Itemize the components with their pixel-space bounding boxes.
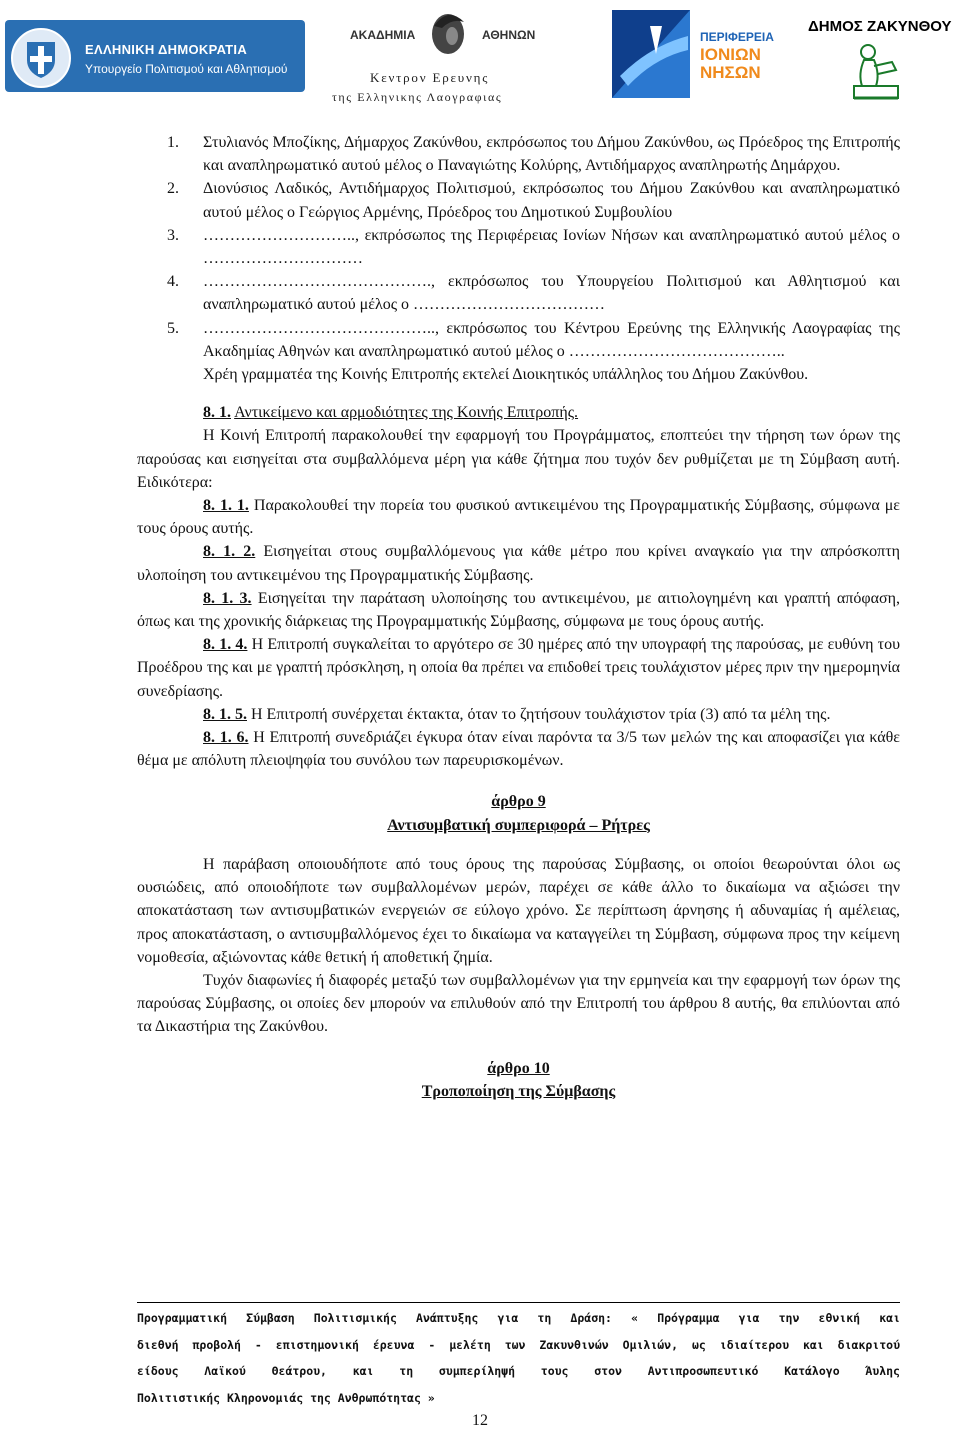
clause-paragraph xyxy=(137,540,900,586)
clause-text: Εισηγείται στους συμβαλλόμενους για κάθε μέτρο που κρίνει αναγκαίο για την απρόσκοπτη υλοποίηση του αντικειμένου της Προγραμματικής Σύμβασης. xyxy=(137,543,900,584)
footer-line: διεθνή προβολή - επιστημονική έρευνα - μελέτη των Ζακυνθινών Ομιλιών, ως ιδιαίτερου και διακριτού xyxy=(137,1337,900,1352)
section-8-1-heading xyxy=(137,401,900,424)
page-number: 12 xyxy=(472,1412,488,1429)
ministry-logo xyxy=(5,20,305,92)
article-10-label: άρθρο 10 xyxy=(487,1059,550,1077)
region-label: ΠΕΡΙΦΕΡΕΙΑ xyxy=(700,30,774,44)
ministry-line2: Υπουργείο Πολιτισμού και Αθλητισμού xyxy=(85,62,288,76)
member-text: ……………………………………., εκπρόσωπος του Υπουργείου Πολιτισμού και Αθλητισμού και αναπληρωματικό αυτού μέλος ο ……………………………… xyxy=(203,273,900,314)
article-9-paragraph: Η παράβαση οποιουδήποτε από τους όρους της παρούσας Σύμβασης, οι οποίοι θεωρούνται όλοι ως ουσιώδεις, από οποιοδήποτε των συμβαλλομένων μερών, παρέχει σε κάθε άλλο το δικαίωμα να αξιώσει την αποκατάσταση των αντισυμβατικών ενεργειών σε εύλογο χρόνο. Σε περίπτωση άρνησης ή αδυναμίας ή αμέλειας, προς αποκατάσταση, ο αντισυμβαλλόμενος έχει το δικαίωμα να καταγγείλει τη Σύμβαση, σύμφωνα προς την κείμενη νομοθεσία, αξιώνοντας κάθε θετική ή αποθετική ζημία. xyxy=(137,855,900,966)
page-footer xyxy=(137,1302,900,1411)
spacer xyxy=(137,386,900,401)
member-number: 2. xyxy=(167,180,179,198)
member-number: 5. xyxy=(167,319,179,337)
clause-number: 8. 1. 5. xyxy=(203,705,247,723)
municipality-title: ΔΗΜΟΣ ΖΑΚΥΝΘΟΥ xyxy=(808,18,952,35)
member-text: Διονύσιος Λαδικός, Αντιδήμαρχος Πολιτισμού, εκπρόσωπος του Δήμου Ζακύνθου και αναπληρωματικό αυτού μέλος ο Γεώργιος Αρμένης, Πρόεδρος του Δημοτικού Συμβουλίου xyxy=(203,180,900,221)
research-center-line1: Κεντρον Ερευνης xyxy=(370,70,490,85)
article-9-title: Αντισυμβατική συμπεριφορά – Ρήτρες xyxy=(387,816,650,834)
page-header xyxy=(0,0,960,118)
member-text: ……………………….., εκπρόσωπος της Περιφέρειας Ιονίων Νήσων και αναπληρωματικό αυτού μέλος ο ………………………… xyxy=(203,226,900,268)
footer-line: Προγραμματική Σύμβαση Πολιτισμικής Ανάπτυξης για τη Δράση: « Πρόγραμμα για την εθνική και xyxy=(137,1311,900,1325)
clause-text: Εισηγείται την παράταση υλοποίησης του αντικειμένου, με αιτιολογημένη και γραπτή απόφαση, όπως και της χρονικής διάρκειας της Προγραμματικής Σύμβασης, σύμφωνα με τους όρους αυτής. xyxy=(137,589,900,631)
article-9-label: άρθρο 9 xyxy=(491,793,546,811)
greek-emblem-icon xyxy=(11,28,71,88)
ionian-region-logo xyxy=(610,6,774,106)
article-9-paragraph: Τυχόν διαφωνίες ή διαφορές μεταξύ των συμβαλλομένων για την ερμηνεία και την εφαρμογή των όρων της παρούσας Σύμβασης, οι οποίες δεν μπορούν να επιλυθούν από την Επιτροπή του άρθρου 8 αυτής, θα επιλύονται από τα Δικαστήρια της Ζακύνθου. xyxy=(137,971,900,1036)
member-text: …………………………………….., εκπρόσωπος του Κέντρου Ερεύνης της Ελληνικής Λαογραφίας της Ακαδημίας Αθηνών και αναπληρωματικό αυτού μέλος ο ………………………………….. xyxy=(203,319,900,360)
athens-word: ΑΘΗΝΩΝ xyxy=(482,28,536,42)
region-name-line1: ΙΟΝΙΩΝ xyxy=(700,45,761,64)
clause-number: 8. 1. 6. xyxy=(203,729,249,747)
research-center-line2: της Ελληνικης Λαογραφιας xyxy=(332,90,503,104)
article-10-title: Τροποποίηση της Σύμβασης xyxy=(421,1082,616,1100)
academy-logo xyxy=(330,6,560,106)
member-number: 1. xyxy=(167,134,179,151)
region-name-line2: ΝΗΣΩΝ xyxy=(700,63,761,82)
footer-line: είδους Λαϊκού Θεάτρου, και τη συμπερίληψή τους στον Αντιπροσωπευτικό Κατάλογο Άυλης xyxy=(137,1364,900,1378)
ministry-line1: ΕΛΛΗΝΙΚΗ ΔΗΜΟΚΡΑΤΙΑ xyxy=(85,42,248,57)
region-emblem-icon xyxy=(610,6,694,102)
document-body xyxy=(137,131,900,1103)
academy-word: ΑΚΑΔΗΜΙΑ xyxy=(350,28,416,42)
athena-head-icon xyxy=(422,6,474,58)
section-number: 8. 1. xyxy=(203,404,231,422)
spacer xyxy=(137,837,900,853)
municipality-statue-icon xyxy=(846,40,906,104)
section-title: Αντικείμενο και αρμοδιότητες της Κοινής Επιτροπής. xyxy=(234,404,579,422)
clause-number: 8. 1. 1. xyxy=(203,497,249,515)
clause-text: Η Επιτροπή συγκαλείται το αργότερο σε 30 ημέρες από την υπογραφή της παρούσας, με ευθύνη του Προέδρου της και με γραπτή πρόσκληση, η οποία θα πρέπει να επιδοθεί τρεις τουλάχιστον μέρες πριν την ημερομηνία συνεδρίασης. xyxy=(137,636,901,700)
member-number: 4. xyxy=(167,273,179,291)
clause-text: Η Επιτροπή συνεδριάζει έγκυρα όταν είναι παρόντα τα 3/5 των μελών της και αποφασίζει για κάθε θέμα με απόλυτη πλειοψηφία του συνόλου των παρευρισκομένων. xyxy=(137,729,901,770)
clause-paragraph xyxy=(137,494,900,540)
section-intro: Η Κοινή Επιτροπή παρακολουθεί την εφαρμογή του Προγράμματος, εποπτεύει την τήρηση των όρων της παρούσας και εισηγείται στα συμβαλλόμενα μέρη για κάθε ζήτημα που τυχόν δεν ρυθμίζεται με τη Σύμβαση αυτή. Ειδικότερα: xyxy=(137,427,900,491)
footer-line: Πολιτιστικής Κληρονομιάς της Ανθρωπότητας » xyxy=(137,1390,435,1405)
clause-paragraph xyxy=(137,633,900,703)
member-number: 3. xyxy=(167,226,179,244)
member-text: Στυλιανός Μποζίκης, Δήμαρχος Ζακύνθου, εκπρόσωπος του Δήμου Ζακύνθου, ως Πρόεδρος της Επιτροπής και αναπληρωματικό αυτού μέλος ο Παναγιώτης Κολύρης, Αντιδήμαρχος αναπληρωτής Δημάρχου. xyxy=(203,134,900,175)
member-item xyxy=(137,224,900,270)
clause-text: Η Επιτροπή συνέρχεται έκτακτα, όταν το ζητήσουν τουλάχιστον τρία (3) από τα μέλη της. xyxy=(247,705,831,723)
member-item xyxy=(137,317,900,363)
clause-text: Παρακολουθεί την πορεία του φυσικού αντικειμένου της Προγραμματικής Σύμβασης, σύμφωνα με τους όρους αυτής. xyxy=(137,497,901,538)
spacer xyxy=(137,1039,900,1057)
clause-number: 8. 1. 4. xyxy=(203,636,248,654)
spacer xyxy=(137,772,900,790)
member-item xyxy=(137,270,900,316)
clause-paragraph xyxy=(137,587,900,633)
member-item xyxy=(137,131,900,177)
region-name xyxy=(700,46,761,82)
clause-paragraph xyxy=(137,703,900,726)
clause-number: 8. 1. 2. xyxy=(203,543,256,561)
clause-number: 8. 1. 3. xyxy=(203,589,252,607)
clause-paragraph xyxy=(137,726,900,772)
member-item xyxy=(137,177,900,223)
secretary-paragraph: Χρέη γραμματέα της Κοινής Επιτροπής εκτελεί Διοικητικός υπάλληλος του Δήμου Ζακύνθου. xyxy=(203,366,809,384)
committee-members-list xyxy=(137,131,900,363)
